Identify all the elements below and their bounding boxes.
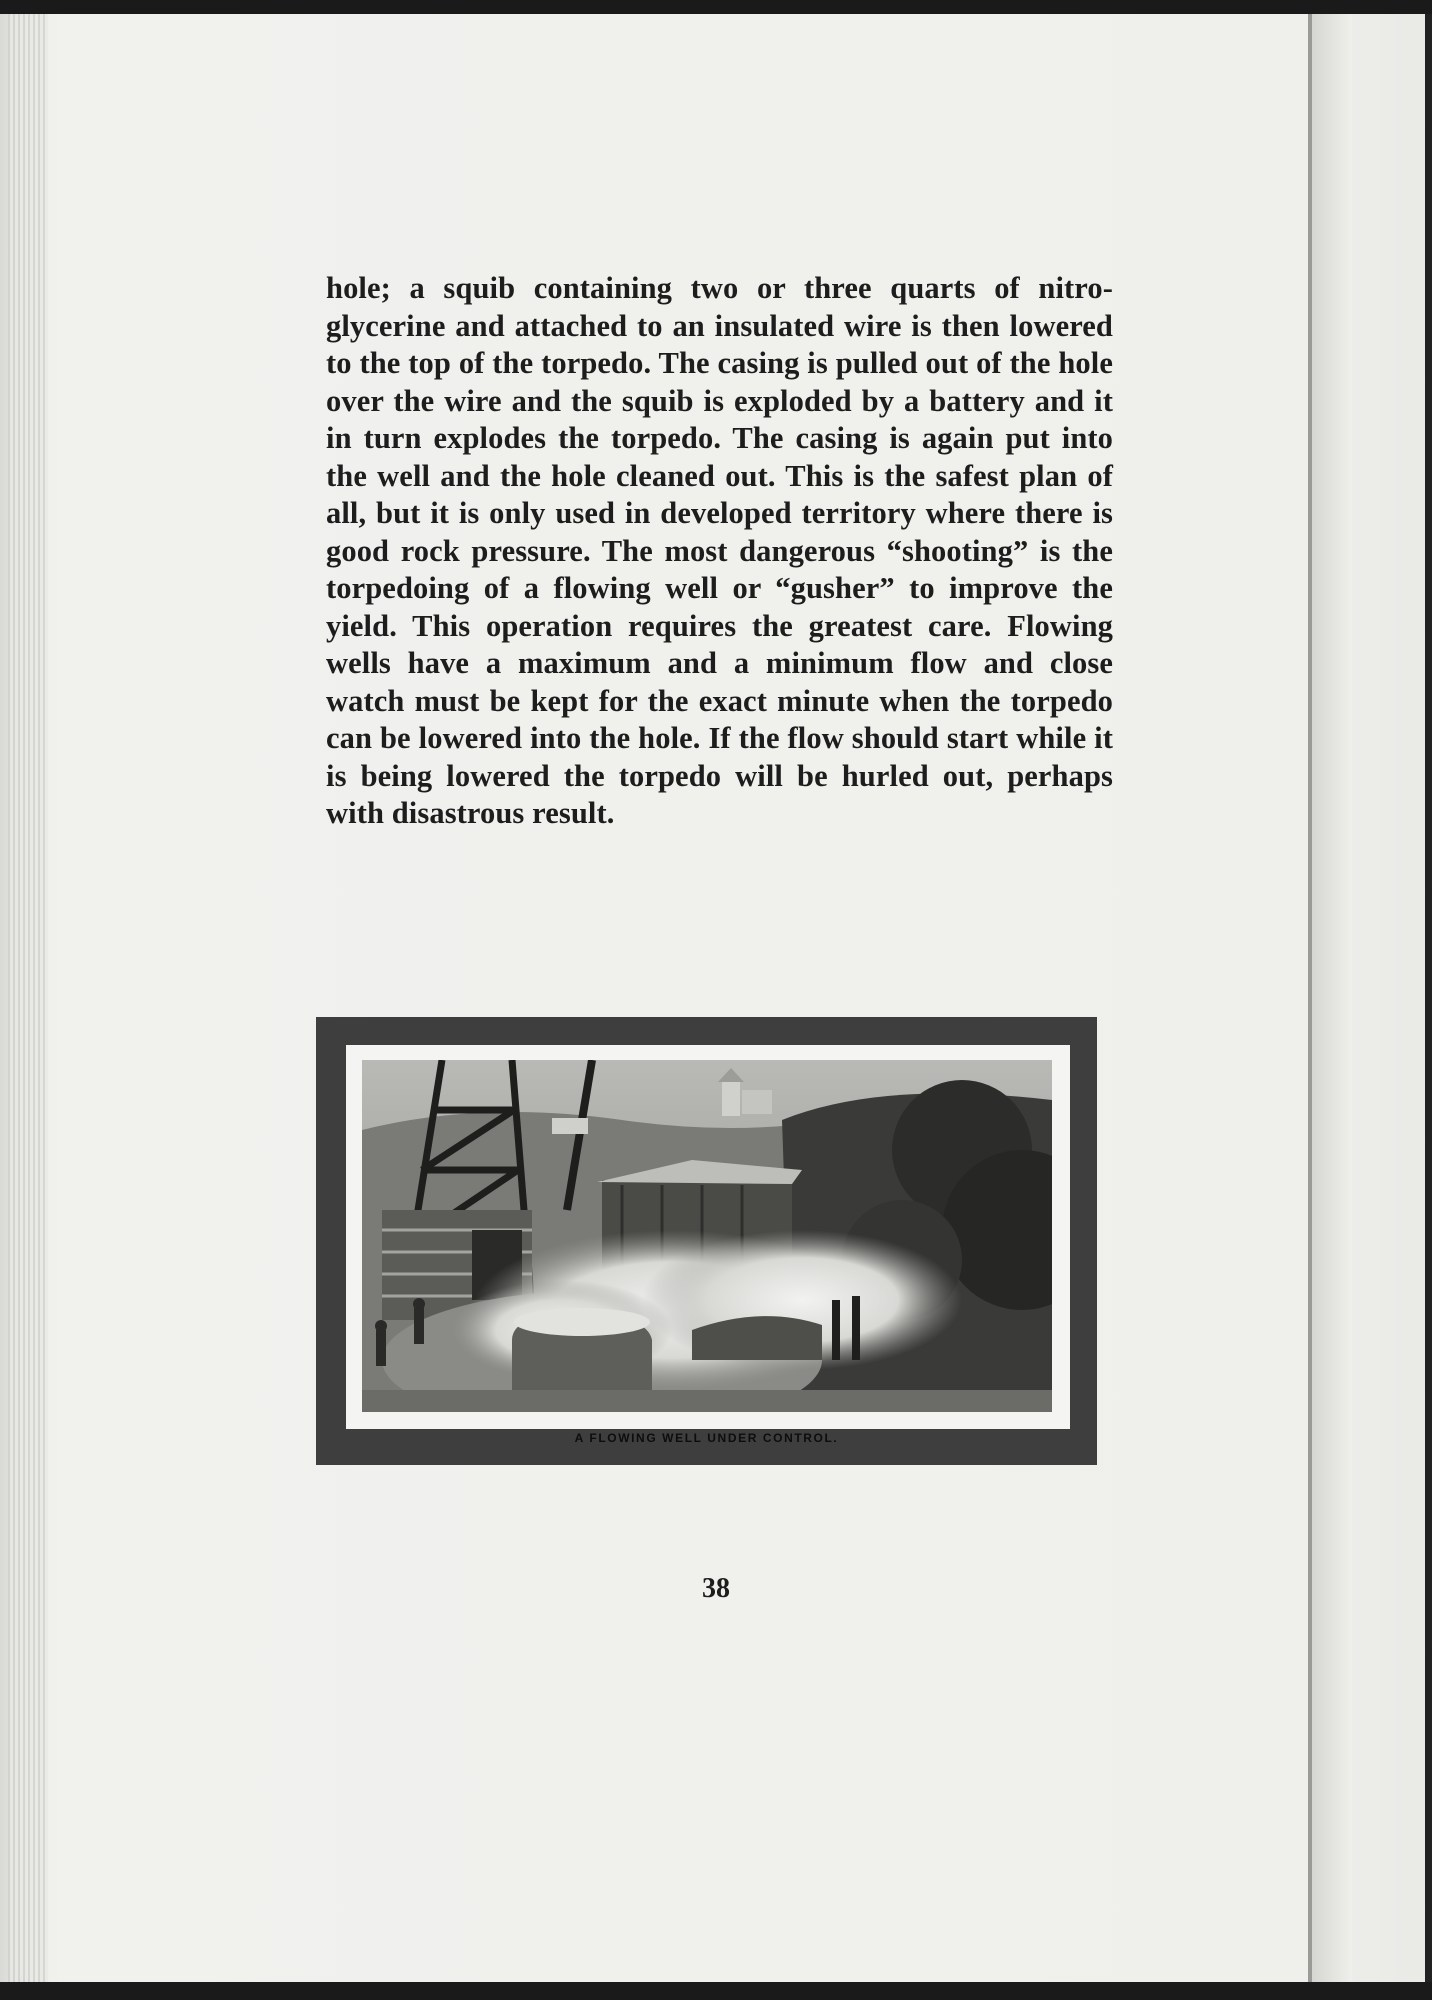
photo-mat [346, 1045, 1070, 1429]
photo-caption: A FLOWING WELL UNDER CONTROL. [574, 1431, 839, 1445]
body-paragraph: hole; a squib containing two or three quarts of nitro-glycerine and attached to an insulated wire is then lowered to the top of the torpedo. The casing is pulled out of the hole over the wire and the squib is exploded by a battery and it in turn explodes the torpedo. The casing is again put into the well and the hole cleaned out. This is the safest plan of all, but it is only used in developed territory where there is good rock pressure. The most dangerous “shooting” is the torpedoing of a flowing well or “gusher” to improve the yield. This operation requires the greatest care. Flowing wells have a maximum and a minimum flow and close watch must be kept for the exact minute when the torpedo can be lowered into the hole. If the flow should start while it is being lowered the torpedo will be hurled out, perhaps with disastrous result. [326, 271, 1113, 830]
scan-bottom-edge [0, 1982, 1432, 2000]
next-page-edge [1312, 14, 1352, 1982]
book-binding-edge [8, 14, 48, 1982]
scan-top-edge [0, 0, 1432, 14]
scan-right-edge [1425, 14, 1432, 1982]
flowing-well-photo [362, 1060, 1052, 1412]
photo-plate [316, 1017, 1097, 1465]
flowing-well-illustration [362, 1060, 1052, 1412]
page-number: 38 [702, 1573, 730, 1604]
